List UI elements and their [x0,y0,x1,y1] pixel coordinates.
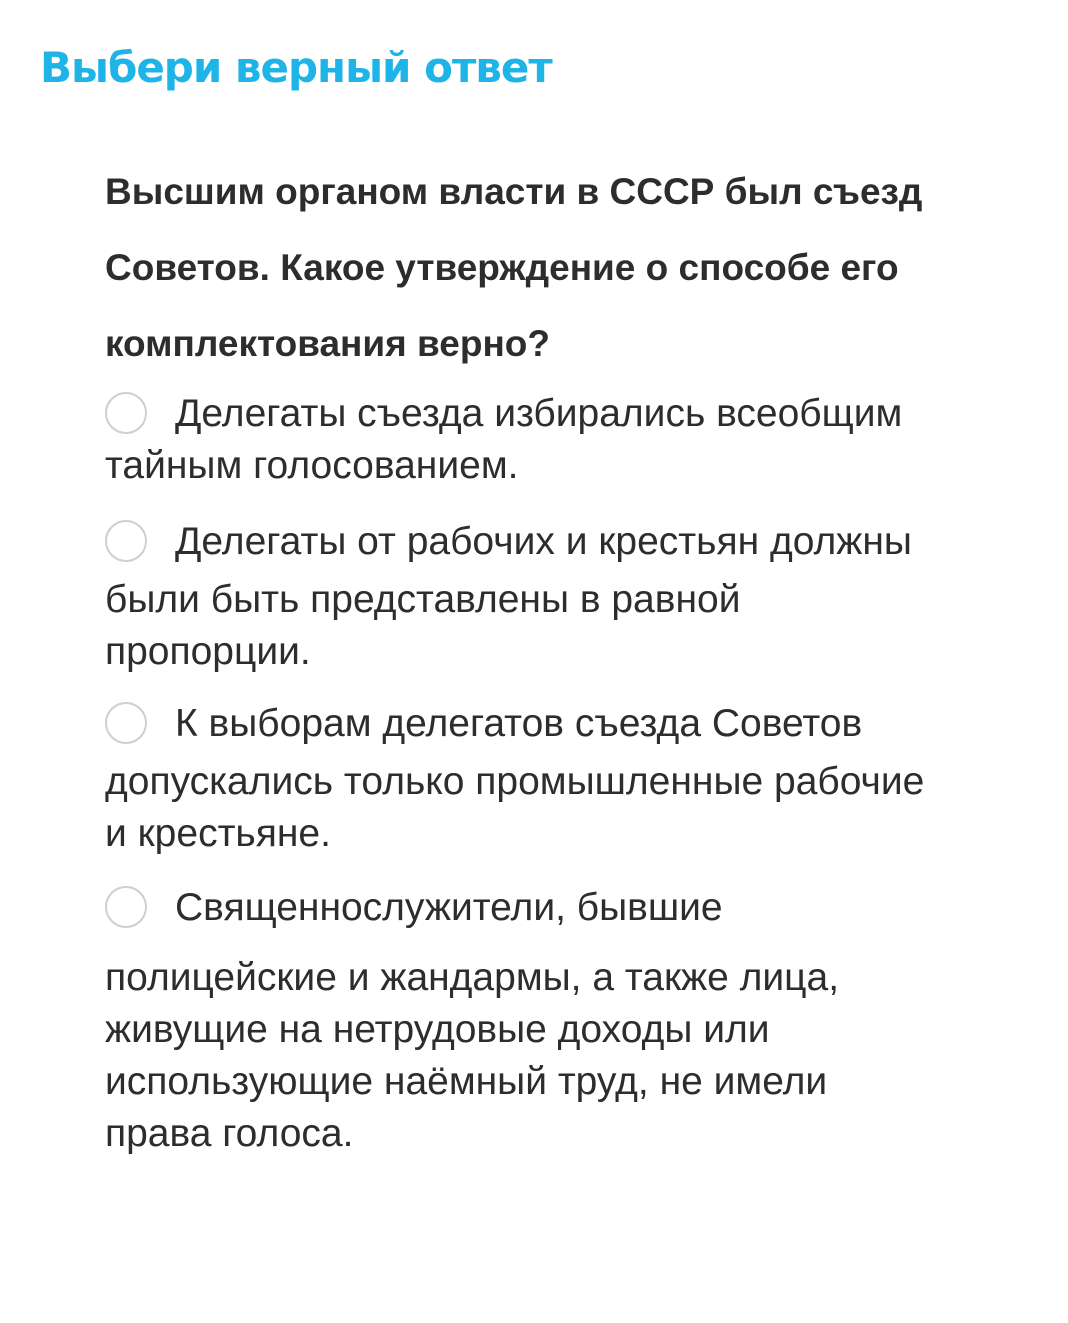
answer-option-2[interactable] [105,508,1025,678]
option-label-first-line: Священнослужители, бывшие [175,886,723,929]
radio-unselected-icon[interactable] [105,886,147,928]
answer-option-1[interactable] [105,380,1025,492]
option-label-line: живущие на нетрудовые доходы или [105,1008,770,1051]
answer-option-4[interactable] [105,874,1025,1160]
page-title: Выбери верный ответ [40,43,552,92]
option-label-line: и крестьяне. [105,812,331,855]
option-label-first-line: К выборам делегатов съезда Советов [175,702,863,745]
option-label-line: тайным голосованием. [105,444,519,487]
option-label-first-line: Делегаты съезда избирались всеобщим [175,392,903,435]
option-label-line: использующие наёмный труд, не имели [105,1060,828,1103]
radio-unselected-icon[interactable] [105,392,147,434]
option-label-line: полицейские и жандармы, а также лица, [105,956,840,999]
radio-unselected-icon[interactable] [105,702,147,744]
radio-unselected-icon[interactable] [105,520,147,562]
answer-option-3[interactable] [105,690,1025,860]
option-label-line: права голоса. [105,1112,354,1155]
option-label-line: пропорции. [105,630,311,673]
answer-options [105,380,1025,1160]
option-label-first-line: Делегаты от рабочих и крестьян должны [175,520,912,563]
option-label-line: были быть представлены в равной [105,578,741,621]
question-text: Высшим органом власти в СССР был съезд Советов. Какое утверждение о способе его комплектования верно? [105,171,923,364]
option-label-line: допускались только промышленные рабочие [105,760,925,803]
